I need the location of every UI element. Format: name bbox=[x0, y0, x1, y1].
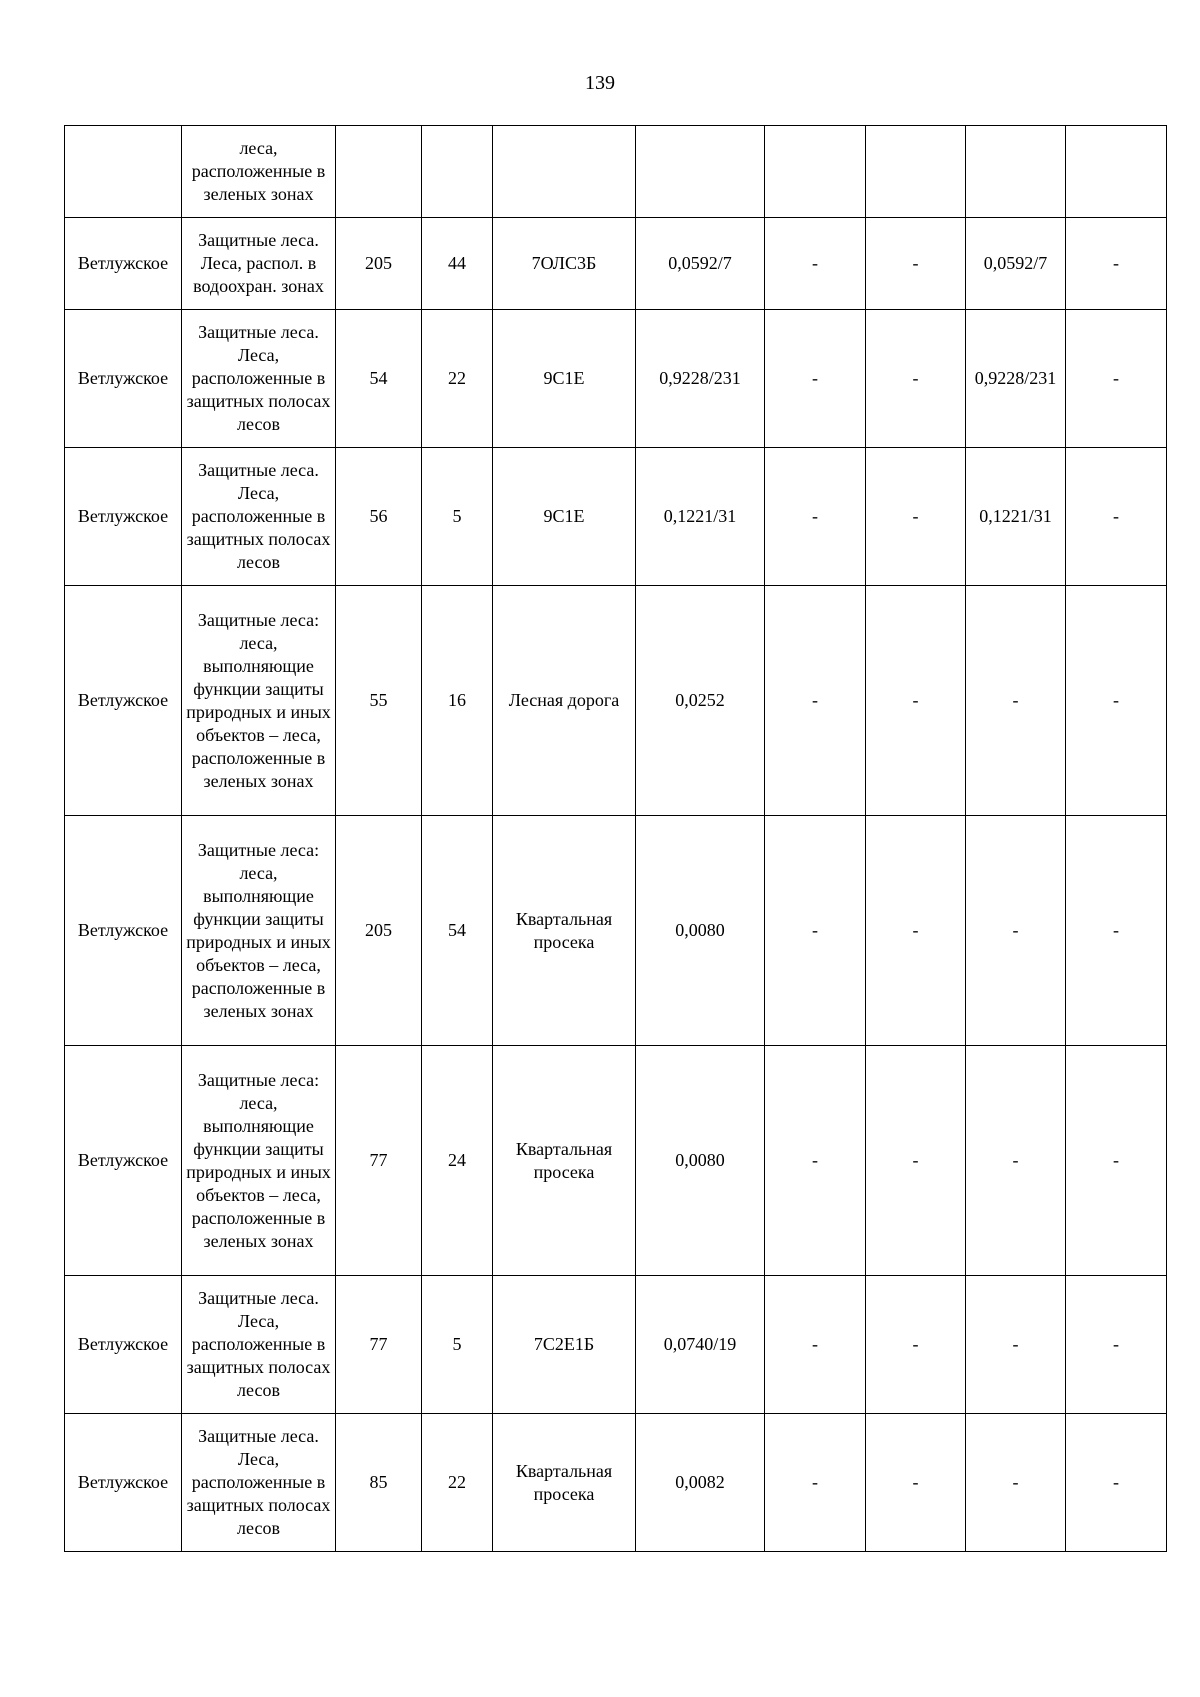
cell-col8: - bbox=[866, 1414, 966, 1552]
cell-section bbox=[422, 126, 493, 218]
cell-col10: - bbox=[1066, 218, 1167, 310]
cell-col7: - bbox=[765, 816, 866, 1046]
cell-quarter: 85 bbox=[336, 1414, 422, 1552]
cell-quarter bbox=[336, 126, 422, 218]
cell-col8: - bbox=[866, 586, 966, 816]
cell-col8: - bbox=[866, 218, 966, 310]
cell-forestry: Ветлужское bbox=[65, 448, 182, 586]
cell-col9: - bbox=[966, 586, 1066, 816]
cell-composition: Квартальная просека bbox=[493, 1414, 636, 1552]
cell-composition: 7С2Е1Б bbox=[493, 1276, 636, 1414]
cell-col8: - bbox=[866, 816, 966, 1046]
cell-col9: - bbox=[966, 1046, 1066, 1276]
cell-forestry: Ветлужское bbox=[65, 586, 182, 816]
cell-composition: 9С1Е bbox=[493, 448, 636, 586]
cell-composition: Квартальная просека bbox=[493, 1046, 636, 1276]
cell-col9: 0,9228/231 bbox=[966, 310, 1066, 448]
cell-col10: - bbox=[1066, 448, 1167, 586]
cell-quarter: 55 bbox=[336, 586, 422, 816]
cell-area: 0,1221/31 bbox=[636, 448, 765, 586]
cell-col10: - bbox=[1066, 310, 1167, 448]
cell-section: 22 bbox=[422, 1414, 493, 1552]
cell-col10: - bbox=[1066, 1046, 1167, 1276]
forest-plots-table bbox=[64, 125, 1167, 1552]
cell-forestry: Ветлужское bbox=[65, 218, 182, 310]
cell-composition: 9С1Е bbox=[493, 310, 636, 448]
cell-col9: - bbox=[966, 1414, 1066, 1552]
table-row bbox=[65, 218, 1167, 310]
cell-col9: 0,0592/7 bbox=[966, 218, 1066, 310]
table-row bbox=[65, 1046, 1167, 1276]
cell-forestry: Ветлужское bbox=[65, 1046, 182, 1276]
cell-area: 0,0082 bbox=[636, 1414, 765, 1552]
cell-col10: - bbox=[1066, 1276, 1167, 1414]
cell-section: 24 bbox=[422, 1046, 493, 1276]
cell-forestry: Ветлужское bbox=[65, 310, 182, 448]
cell-quarter: 77 bbox=[336, 1046, 422, 1276]
cell-area: 0,0592/7 bbox=[636, 218, 765, 310]
cell-section: 22 bbox=[422, 310, 493, 448]
cell-forest-category: Защитные леса: леса, выполняющие функции защиты природных и иных объектов – леса, расположенные в зеленых зонах bbox=[182, 816, 336, 1046]
cell-composition: Квартальная просека bbox=[493, 816, 636, 1046]
cell-forestry bbox=[65, 126, 182, 218]
table-row bbox=[65, 310, 1167, 448]
cell-col7: - bbox=[765, 1414, 866, 1552]
cell-area: 0,0080 bbox=[636, 816, 765, 1046]
table-row bbox=[65, 586, 1167, 816]
cell-col8: - bbox=[866, 310, 966, 448]
cell-forest-category: Защитные леса: леса, выполняющие функции защиты природных и иных объектов – леса, расположенные в зеленых зонах bbox=[182, 586, 336, 816]
cell-forest-category: Защитные леса. Леса, расположенные в защитных полосах лесов bbox=[182, 310, 336, 448]
cell-col7: - bbox=[765, 218, 866, 310]
page-number: 139 bbox=[585, 72, 615, 94]
cell-area: 0,9228/231 bbox=[636, 310, 765, 448]
cell-quarter: 205 bbox=[336, 218, 422, 310]
cell-area: 0,0080 bbox=[636, 1046, 765, 1276]
cell-forestry: Ветлужское bbox=[65, 1276, 182, 1414]
cell-area bbox=[636, 126, 765, 218]
table-row bbox=[65, 126, 1167, 218]
cell-col7: - bbox=[765, 586, 866, 816]
cell-quarter: 56 bbox=[336, 448, 422, 586]
cell-col8: - bbox=[866, 448, 966, 586]
cell-col8 bbox=[866, 126, 966, 218]
cell-col9: - bbox=[966, 816, 1066, 1046]
cell-composition: 7ОЛС3Б bbox=[493, 218, 636, 310]
cell-forestry: Ветлужское bbox=[65, 1414, 182, 1552]
cell-quarter: 54 bbox=[336, 310, 422, 448]
cell-col10: - bbox=[1066, 816, 1167, 1046]
cell-col9: - bbox=[966, 1276, 1066, 1414]
cell-col7: - bbox=[765, 1046, 866, 1276]
cell-forest-category: Защитные леса. Леса, распол. в водоохран. зонах bbox=[182, 218, 336, 310]
cell-col7: - bbox=[765, 1276, 866, 1414]
table-row bbox=[65, 1414, 1167, 1552]
cell-col9 bbox=[966, 126, 1066, 218]
cell-section: 44 bbox=[422, 218, 493, 310]
cell-composition: Лесная дорога bbox=[493, 586, 636, 816]
cell-section: 16 bbox=[422, 586, 493, 816]
cell-col7: - bbox=[765, 310, 866, 448]
cell-col10: - bbox=[1066, 1414, 1167, 1552]
table-body bbox=[65, 126, 1167, 1552]
cell-area: 0,0252 bbox=[636, 586, 765, 816]
cell-section: 5 bbox=[422, 1276, 493, 1414]
cell-col9: 0,1221/31 bbox=[966, 448, 1066, 586]
cell-section: 54 bbox=[422, 816, 493, 1046]
cell-section: 5 bbox=[422, 448, 493, 586]
cell-col7 bbox=[765, 126, 866, 218]
cell-forestry: Ветлужское bbox=[65, 816, 182, 1046]
cell-col10: - bbox=[1066, 586, 1167, 816]
cell-forest-category: Защитные леса: леса, выполняющие функции защиты природных и иных объектов – леса, расположенные в зеленых зонах bbox=[182, 1046, 336, 1276]
cell-composition bbox=[493, 126, 636, 218]
table-row bbox=[65, 816, 1167, 1046]
cell-col10 bbox=[1066, 126, 1167, 218]
cell-quarter: 205 bbox=[336, 816, 422, 1046]
table-row bbox=[65, 448, 1167, 586]
cell-area: 0,0740/19 bbox=[636, 1276, 765, 1414]
cell-forest-category: Защитные леса. Леса, расположенные в защитных полосах лесов bbox=[182, 1414, 336, 1552]
cell-col8: - bbox=[866, 1276, 966, 1414]
table-row bbox=[65, 1276, 1167, 1414]
cell-quarter: 77 bbox=[336, 1276, 422, 1414]
cell-col8: - bbox=[866, 1046, 966, 1276]
cell-col7: - bbox=[765, 448, 866, 586]
cell-forest-category: Защитные леса. Леса, расположенные в защитных полосах лесов bbox=[182, 448, 336, 586]
cell-forest-category: леса, расположенные в зеленых зонах bbox=[182, 126, 336, 218]
cell-forest-category: Защитные леса. Леса, расположенные в защитных полосах лесов bbox=[182, 1276, 336, 1414]
